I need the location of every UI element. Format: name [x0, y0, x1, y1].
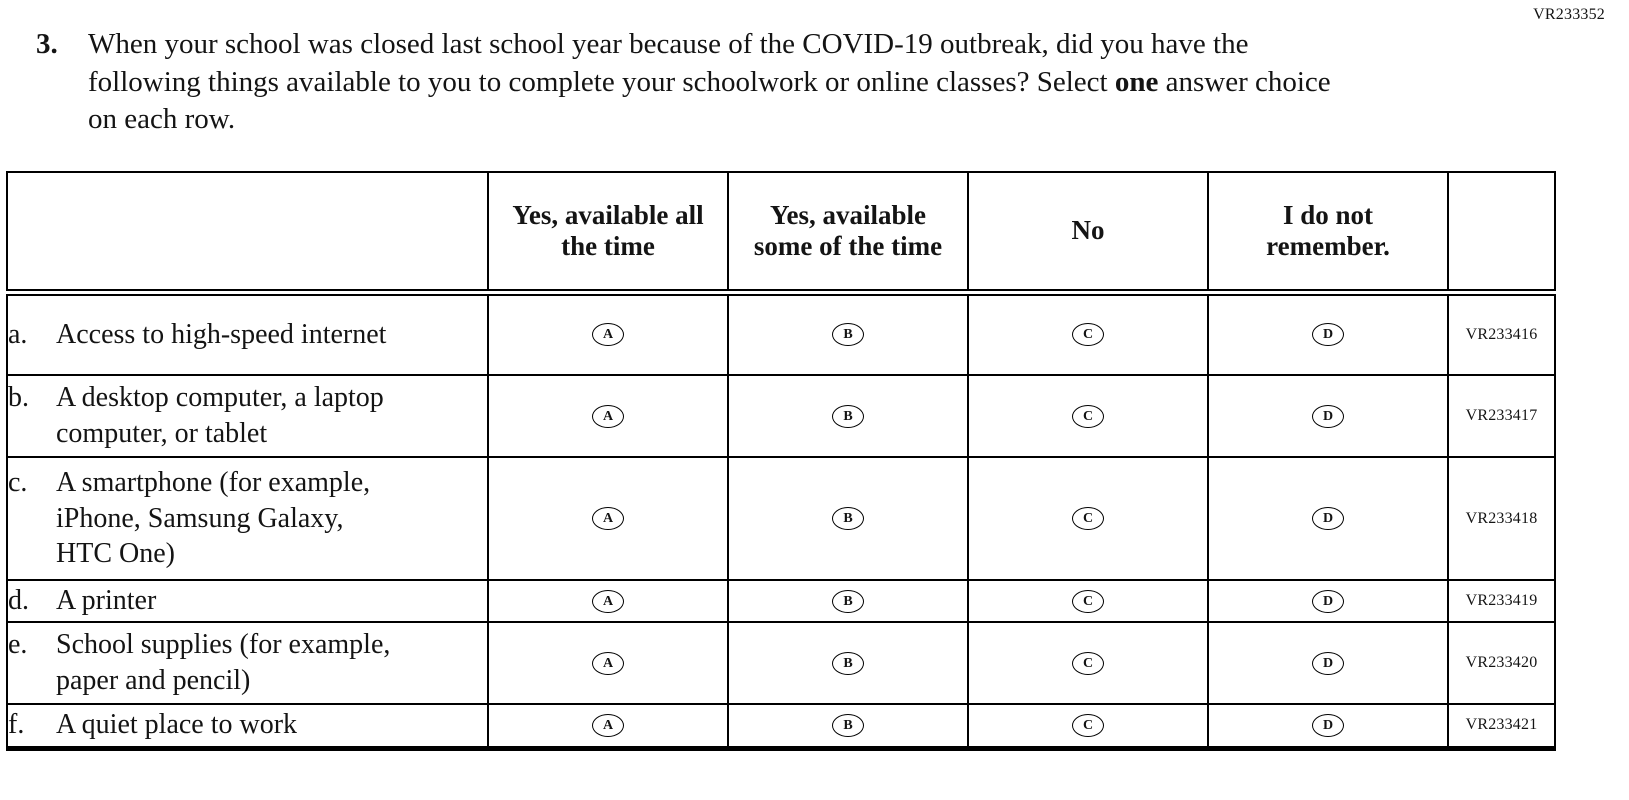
option-cell: [488, 292, 728, 375]
question-text: [88, 26, 1343, 139]
row-item-cell: [7, 375, 488, 457]
row-code: VR233417: [1448, 375, 1555, 457]
row-code: VR233418: [1448, 457, 1555, 580]
option-bubble-b[interactable]: B: [832, 652, 864, 675]
option-cell: [728, 580, 968, 622]
option-cell: [728, 704, 968, 748]
option-cell: [968, 457, 1208, 580]
row-label: A desktop computer, a laptop computer, or tablet: [56, 382, 384, 450]
option-cell: [968, 622, 1208, 704]
option-bubble-a[interactable]: A: [592, 714, 624, 737]
option-bubble-d[interactable]: D: [1312, 405, 1344, 428]
option-bubble-c[interactable]: C: [1072, 507, 1104, 530]
row-item-cell: [7, 457, 488, 580]
option-cell: [968, 580, 1208, 622]
row-letter: a.: [8, 318, 28, 350]
option-cell: [1208, 580, 1448, 622]
option-cell: [968, 375, 1208, 457]
option-cell: [728, 622, 968, 704]
option-bubble-a[interactable]: A: [592, 507, 624, 530]
option-bubble-b[interactable]: B: [832, 507, 864, 530]
row-code: VR233416: [1448, 292, 1555, 375]
option-cell: [968, 704, 1208, 748]
question-text-part2: answer choice on each row.: [88, 65, 1331, 136]
option-cell: [728, 457, 968, 580]
option-cell: [488, 457, 728, 580]
row-label: A printer: [56, 585, 157, 617]
option-bubble-c[interactable]: C: [1072, 323, 1104, 346]
header-code-cell: [1448, 172, 1555, 292]
option-cell: [488, 622, 728, 704]
row-code: VR233420: [1448, 622, 1555, 704]
row-letter: c.: [8, 466, 28, 498]
row-letter: d.: [8, 585, 29, 617]
row-item-cell: [7, 622, 488, 704]
option-cell: [968, 292, 1208, 375]
option-bubble-b[interactable]: B: [832, 590, 864, 613]
option-cell: [1208, 375, 1448, 457]
option-bubble-b[interactable]: B: [832, 323, 864, 346]
option-cell: [1208, 704, 1448, 748]
row-code: VR233421: [1448, 704, 1555, 748]
row-label: A smartphone (for example, iPhone, Samsung Galaxy, HTC One): [56, 466, 371, 570]
option-bubble-a[interactable]: A: [592, 405, 624, 428]
answer-table: [6, 171, 1556, 751]
header-option-1: Yes, available all the time: [488, 172, 728, 292]
row-code: VR233419: [1448, 580, 1555, 622]
option-bubble-c[interactable]: C: [1072, 405, 1104, 428]
option-bubble-d[interactable]: D: [1312, 714, 1344, 737]
option-bubble-d[interactable]: D: [1312, 507, 1344, 530]
header-option-3: No: [968, 172, 1208, 292]
option-cell: [1208, 622, 1448, 704]
option-bubble-d[interactable]: D: [1312, 590, 1344, 613]
table-row: [7, 622, 1555, 704]
table-row: [7, 704, 1555, 748]
answer-table-header: [7, 172, 1555, 292]
option-bubble-c[interactable]: C: [1072, 590, 1104, 613]
row-letter: e.: [8, 629, 28, 661]
option-cell: [1208, 292, 1448, 375]
row-letter: b.: [8, 382, 29, 414]
option-bubble-a[interactable]: A: [592, 652, 624, 675]
option-bubble-d[interactable]: D: [1312, 652, 1344, 675]
option-cell: [488, 375, 728, 457]
question-text-part1: When your school was closed last school year because of the COVID-19 outbreak, did you have the following things available to you to complete your schoolwork or online classes? Select: [88, 28, 1249, 98]
row-item-cell: [7, 704, 488, 748]
row-label: School supplies (for example, paper and pencil): [56, 629, 391, 697]
header-option-4: I do not remember.: [1208, 172, 1448, 292]
answer-table-body: [7, 292, 1555, 748]
option-cell: [488, 704, 728, 748]
option-bubble-a[interactable]: A: [592, 323, 624, 346]
option-bubble-c[interactable]: C: [1072, 714, 1104, 737]
question-block: [0, 0, 1629, 139]
option-bubble-b[interactable]: B: [832, 714, 864, 737]
option-cell: [728, 292, 968, 375]
page-form-code: VR233352: [1533, 6, 1605, 23]
table-row: [7, 580, 1555, 622]
table-row: [7, 375, 1555, 457]
option-bubble-d[interactable]: D: [1312, 323, 1344, 346]
option-bubble-b[interactable]: B: [832, 405, 864, 428]
question-text-bold: one: [1114, 65, 1159, 98]
option-bubble-a[interactable]: A: [592, 590, 624, 613]
row-item-cell: [7, 580, 488, 622]
option-cell: [728, 375, 968, 457]
row-letter: f.: [8, 709, 25, 741]
row-item-cell: [7, 292, 488, 375]
table-row: [7, 457, 1555, 580]
row-label: A quiet place to work: [56, 709, 298, 741]
header-option-2: Yes, available some of the time: [728, 172, 968, 292]
option-cell: [488, 580, 728, 622]
table-row: [7, 292, 1555, 375]
row-label: Access to high-speed internet: [56, 318, 387, 350]
question-number: 3.: [36, 28, 58, 60]
header-item-cell: [7, 172, 488, 292]
option-bubble-c[interactable]: C: [1072, 652, 1104, 675]
option-cell: [1208, 457, 1448, 580]
header-row: [7, 172, 1555, 292]
